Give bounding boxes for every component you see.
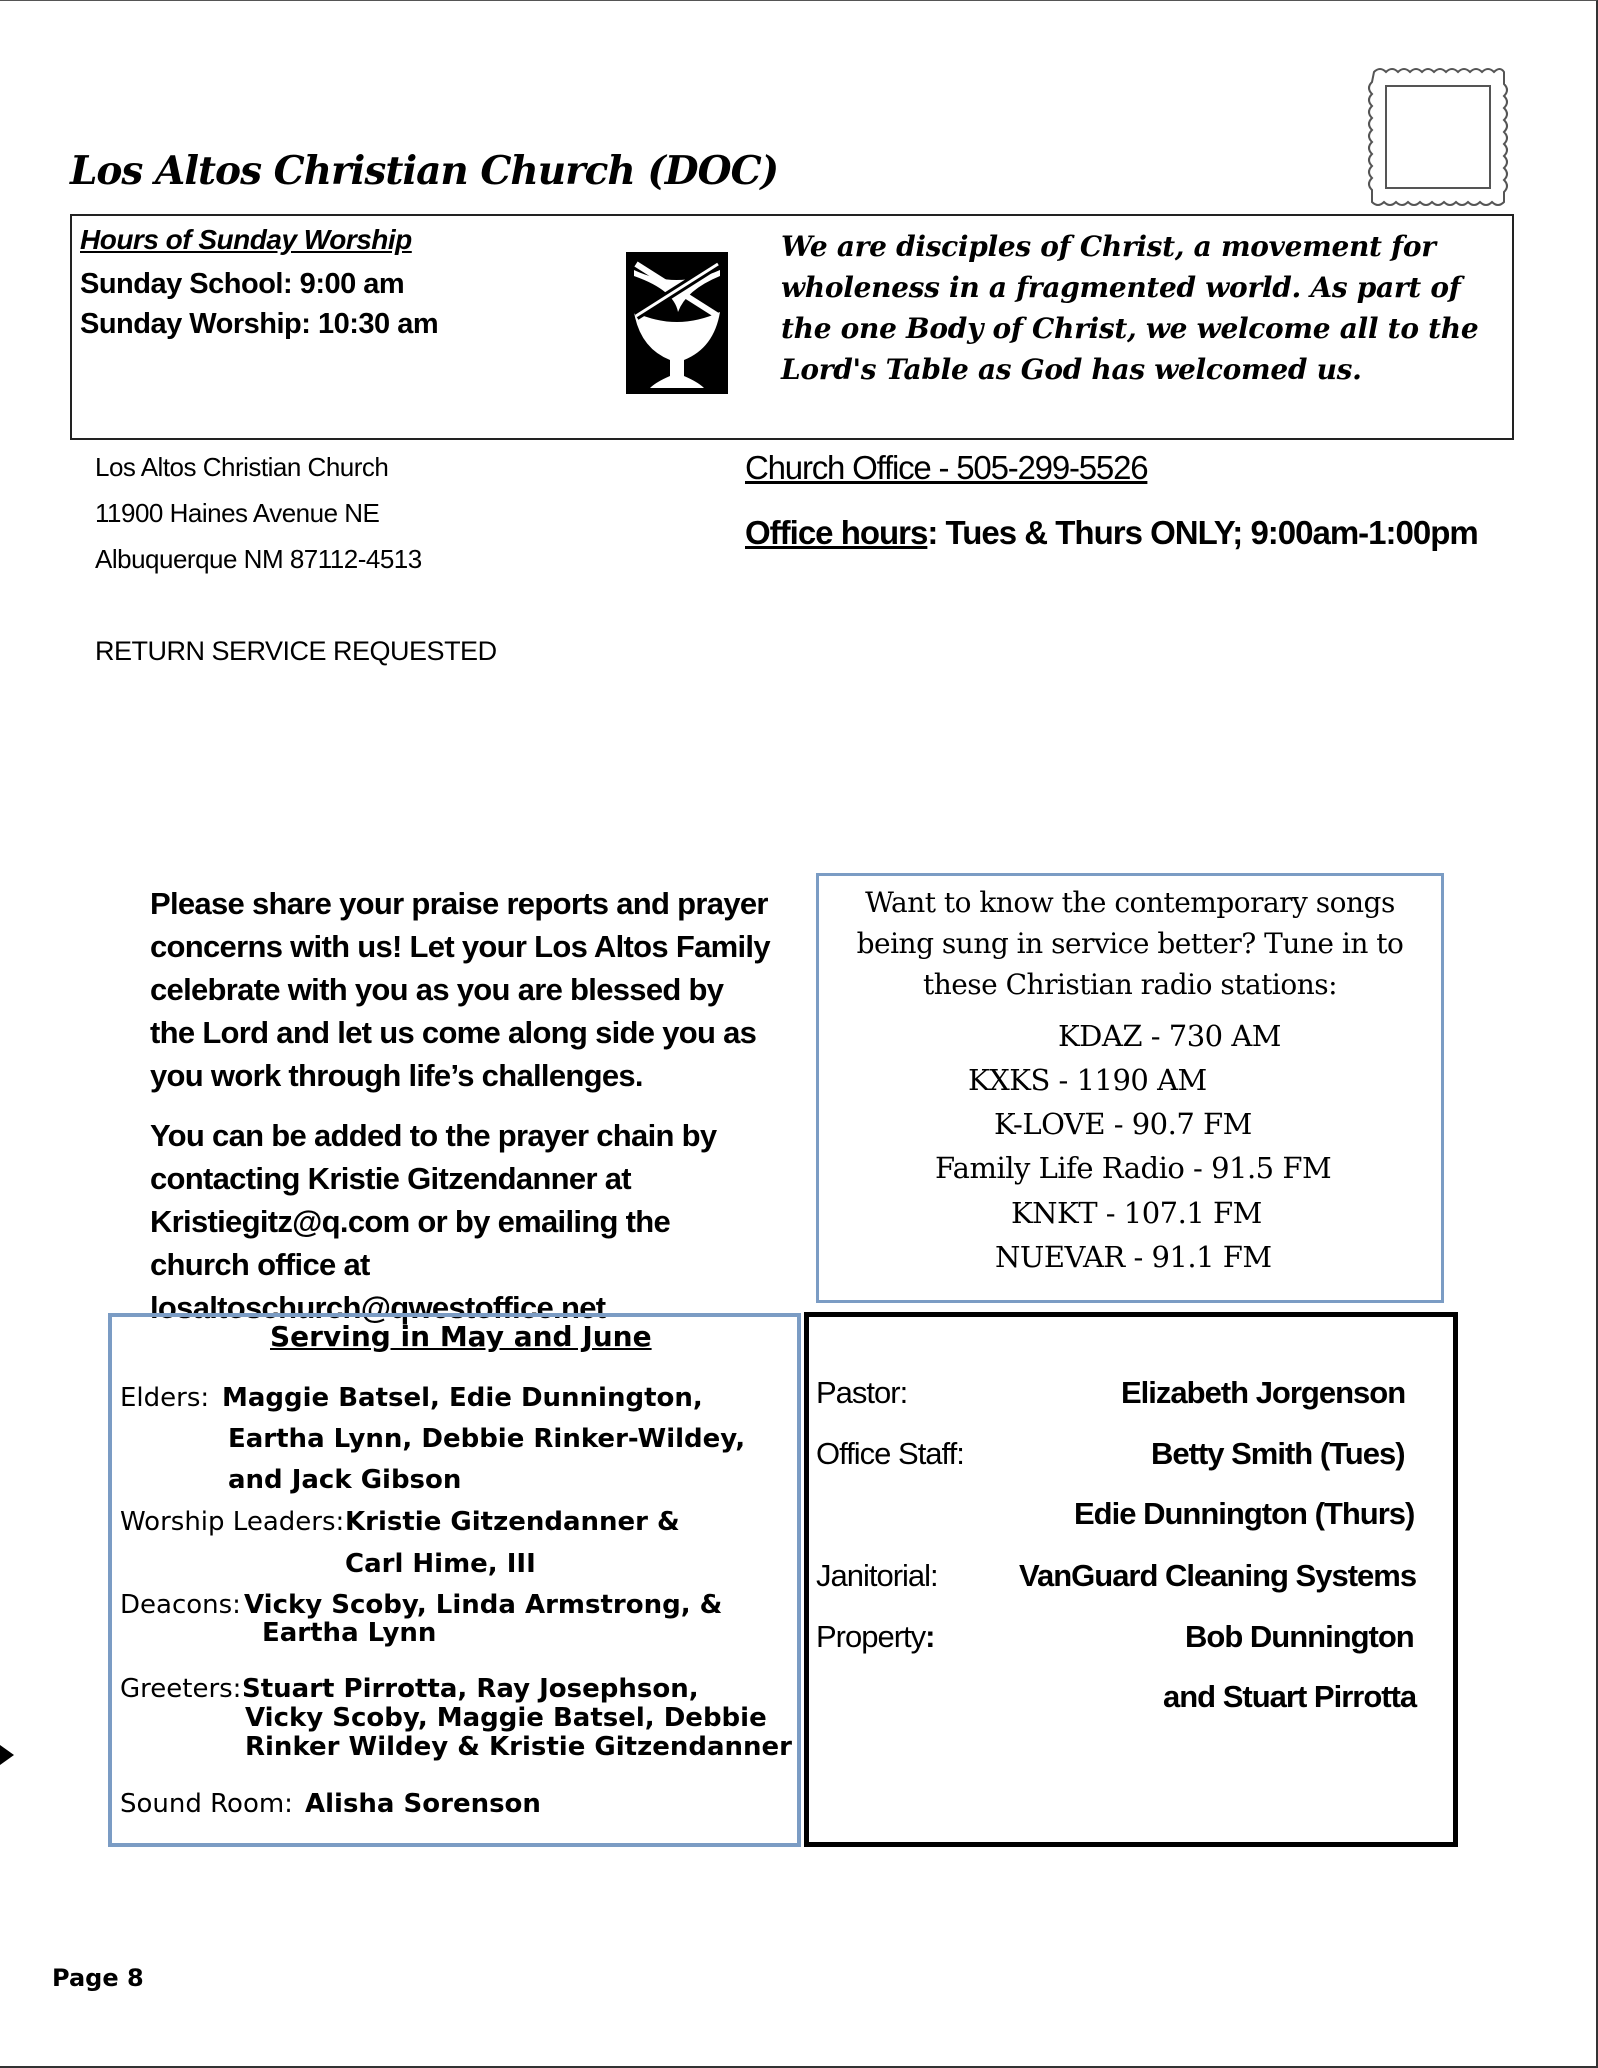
property-label: Property: [816, 1619, 935, 1654]
pastor-label: Pastor: [816, 1375, 908, 1410]
worship-leaders-names: Carl Hime, III [345, 1549, 536, 1579]
elders-names: and Jack Gibson [228, 1465, 462, 1495]
address-line-city: Albuquerque NM 87112-4513 [95, 544, 422, 574]
janitorial-name: VanGuard Cleaning Systems [1019, 1558, 1417, 1593]
postage-stamp-icon [1364, 64, 1512, 210]
return-service-notice: RETURN SERVICE REQUESTED [95, 636, 497, 666]
church-title: Los Altos Christian Church (DOC) [70, 148, 779, 194]
greeters-label: Greeters: [120, 1674, 242, 1704]
page-number: Page 8 [52, 1964, 144, 1992]
office-hours-value: : Tues & Thurs ONLY; 9:00am-1:00pm [927, 514, 1478, 551]
sunday-worship-time: Sunday Worship: 10:30 am [80, 308, 439, 340]
radio-station: NUEVAR - 91.1 FM [995, 1240, 1272, 1274]
mission-statement: We are disciples of Christ, a movement for wholeness in a fragmented world. As part of the one Body of Christ, we welcome all to the Lord's Table as God has welcomed us. [781, 230, 1479, 386]
radio-station: KXKS - 1190 AM [968, 1063, 1207, 1097]
greeters-names: Stuart Pirrotta, Ray Josephson, [242, 1674, 699, 1704]
sound-room-names: Alisha Sorenson [305, 1789, 541, 1819]
address-line-church: Los Altos Christian Church [95, 452, 389, 482]
office-staff-name: Betty Smith (Tues) [1151, 1436, 1405, 1471]
praise-paragraph: Please share your praise reports and prayer concerns with us! Let your Los Altos Family celebrate with you as you are blessed by the Lord and let us come along side you as you work through life’s challenges. [150, 886, 770, 1093]
church-office-phone: Church Office - 505-299-5526 [745, 449, 1148, 486]
prayer-request-text [150, 882, 770, 1329]
elders-label: Elders: [120, 1383, 210, 1413]
deacons-names: Eartha Lynn [262, 1618, 437, 1648]
pastor-name: Elizabeth Jorgenson [1121, 1375, 1406, 1410]
chalice-logo-icon [626, 252, 728, 394]
radio-station: Family Life Radio - 91.5 FM [935, 1151, 1332, 1185]
sunday-school-time: Sunday School: 9:00 am [80, 268, 405, 300]
elders-names: Maggie Batsel, Edie Dunnington, [222, 1383, 703, 1413]
worship-leaders-names: Kristie Gitzendanner & [345, 1507, 680, 1537]
greeters-names: Rinker Wildey & Kristie Gitzendanner [245, 1732, 792, 1762]
janitorial-label: Janitorial: [816, 1558, 938, 1593]
greeters-names: Vicky Scoby, Maggie Batsel, Debbie [245, 1703, 767, 1733]
office-hours-label: Office hours [745, 514, 928, 551]
radio-station: KDAZ - 730 AM [1058, 1019, 1281, 1053]
radio-intro-text: Want to know the contemporary songs being sung in service better? Tune in to these Christian radio stations: [856, 886, 1404, 1001]
property-name: and Stuart Pirrotta [1163, 1679, 1417, 1714]
serving-title: Serving in May and June [270, 1320, 652, 1353]
elders-names: Eartha Lynn, Debbie Rinker-Wildey, [228, 1424, 746, 1454]
corner-arrow-icon [0, 1745, 14, 1765]
prayer-chain-paragraph: You can be added to the prayer chain by contacting Kristie Gitzendanner at Kristiegitz@q.com or by emailing the church office at losaltoschurch@qwestoffice.net [150, 1118, 717, 1325]
property-name: Bob Dunnington [1185, 1619, 1414, 1654]
deacons-names: Vicky Scoby, Linda Armstrong, & [244, 1590, 723, 1620]
worship-hours-heading: Hours of Sunday Worship [80, 224, 412, 255]
office-staff-label: Office Staff: [816, 1436, 964, 1471]
radio-station: KNKT - 107.1 FM [1011, 1196, 1262, 1230]
deacons-label: Deacons: [120, 1590, 241, 1620]
office-hours [745, 514, 1478, 552]
radio-station: K-LOVE - 90.7 FM [994, 1107, 1252, 1141]
sound-room-label: Sound Room: [120, 1789, 293, 1819]
address-line-street: 11900 Haines Avenue NE [95, 498, 380, 528]
worship-leaders-label: Worship Leaders: [120, 1507, 345, 1537]
office-staff-name: Edie Dunnington (Thurs) [1074, 1496, 1415, 1531]
